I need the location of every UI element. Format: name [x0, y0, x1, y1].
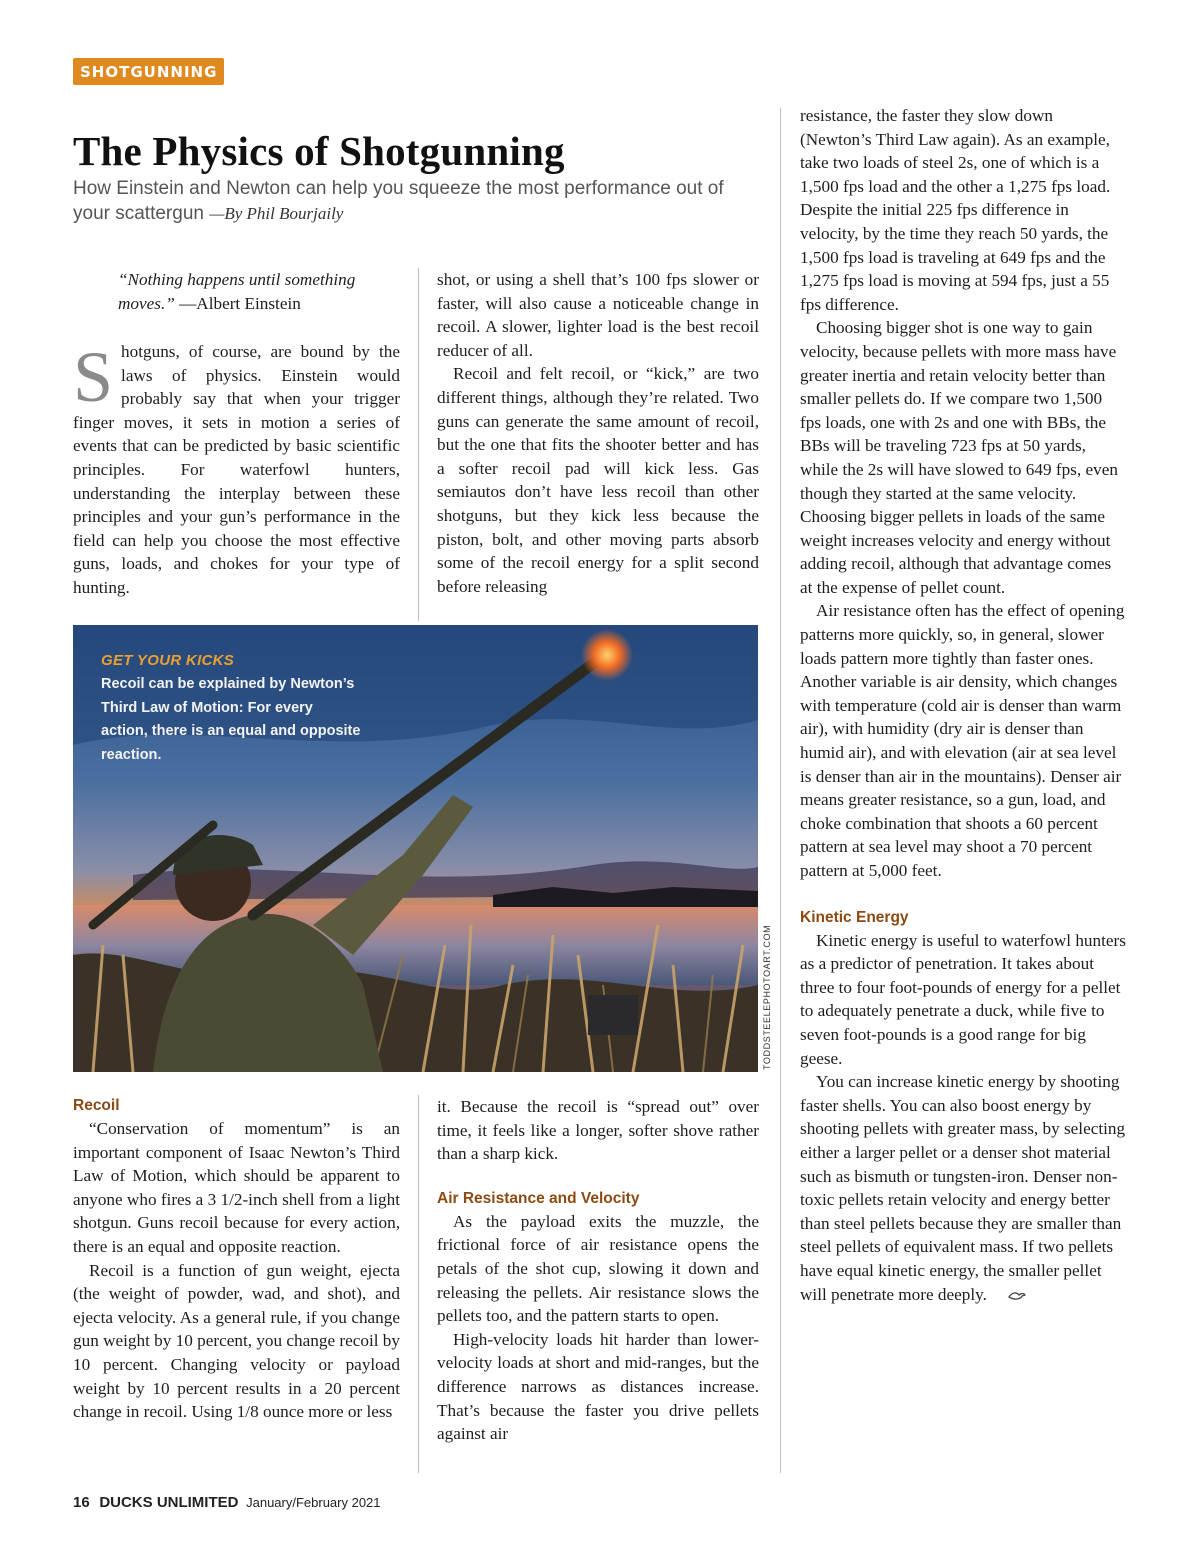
paragraph-text: You can increase kinetic energy by shooting faster shells. You can also boost energy by shooting pellets with greater mass, by selecting either a larger pellet or a denser shot material such as bismuth or tungsten-iron. Denser non-toxic pellets retain velocity and energy better than steel pellets because they are smaller than steel pellets of equivalent mass. If two pellets have equal kinetic energy, the smaller pellet will penetrate more deeply. [800, 1072, 1126, 1304]
paragraph: Recoil and felt recoil, or “kick,” are two different things, although they’re related. Two guns can generate the same amount of recoil, but the one that fits the shooter better and has a softer recoil pad will kick less. Gas semiautos don’t have less recoil than other shotguns, but they kick less because the piston, bolt, and other moving parts absorb some of the recoil energy for a split second before releasing [437, 364, 759, 596]
deck-text: How Einstein and Newton can help you squeeze the most performance out of your scattergun [73, 178, 724, 224]
column-2-top [437, 268, 759, 598]
page-footer [73, 1494, 381, 1511]
article-title: The Physics of Shotgunning [73, 128, 565, 174]
section-heading-air-resistance: Air Resistance and Velocity [437, 1189, 640, 1207]
column-rule-left-top [418, 268, 419, 621]
epigraph [112, 268, 402, 315]
issue-date: January/February 2021 [246, 1495, 381, 1510]
section-heading-kinetic-energy: Kinetic Energy [800, 908, 909, 926]
byline: —By Phil Bourjaily [209, 204, 344, 223]
column-rule-right [780, 108, 781, 1473]
column-rule-left-bottom [418, 1095, 419, 1473]
paragraph: shot, or using a shell that’s 100 fps slower or faster, will also cause a noticeable change in recoil. A slower, lighter load is the best recoil reducer of all. [437, 270, 759, 360]
epigraph-quote: “Nothing happens until something moves.” [118, 270, 356, 313]
photo-credit-text: TODDSTEELEPHOTOART.COM [762, 924, 772, 1070]
page-number: 16 [73, 1494, 90, 1511]
paragraph: Air resistance often has the effect of opening patterns more quickly, so, in general, slower loads pattern more tightly than faster ones. Another variable is air density, which changes with temperature (cold air is denser than warm air), with humidity (dry air is denser than humid air), and with elevation (air at sea level is denser than air in the mountains). Denser air means greater resistance, so a gun, load, and choke combination that shoots a 60 percent pattern at sea level may shoot a 70 percent pattern at 5,000 feet. [800, 601, 1125, 880]
end-mark-duck-icon [991, 1284, 1027, 1308]
paragraph [800, 1070, 1126, 1307]
paragraph: High-velocity loads hit harder than lower-velocity loads at short and mid-ranges, but the difference narrows as distances increase. That’s because the faster you drive pellets against air [437, 1329, 759, 1444]
paragraph: Choosing bigger shot is one way to gain velocity, because pellets with more mass have greater inertia and retain velocity better than smaller pellets do. If we compare two 1,500 fps loads, one with 2s and one with BBs, the BBs will be traveling 723 fps at 50 yards, while the 2s will have slowed to 649 fps, even though they started at the same velocity. Choosing bigger pellets in loads of the same weight increases velocity and energy without adding recoil, although that advantage comes at the expense of pellet count. [800, 318, 1118, 597]
recoil-section [73, 1095, 400, 1424]
paragraph: Kinetic energy is useful to waterfowl hunters as a predictor of penetration. It takes about three to four foot-pounds of energy for a pellet to adequately penetrate a duck, while five to seven foot-pounds is a good range for big geese. [800, 930, 1126, 1068]
photo-caption [101, 652, 361, 767]
magazine-name: DUCKS UNLIMITED [99, 1494, 239, 1511]
paragraph: resistance, the faster they slow down (Newton’s Third Law again). As an example, take two loads of steel 2s, one of which is a 1,500 fps load and the other a 1,275 fps load. Despite the initial 225 fps difference in velocity, by the time they reach 50 yards, the 1,500 fps load is traveling at 649 fps and the 1,275 fps load is moving at 594 fps, just a 55 fps difference. [800, 106, 1111, 314]
section-heading-recoil: Recoil [73, 1097, 120, 1114]
section-tag: SHOTGUNNING [73, 58, 224, 85]
paragraph: As the payload exits the muzzle, the frictional force of air resistance opens the petals of the shot cup, slowing it down and releasing the pellets. Air resistance slows the pellets too, and the pattern starts to open. [437, 1211, 759, 1326]
caption-body: Recoil can be explained by Newton’s Third Law of Motion: For every action, there is an equal and opposite reaction. [101, 676, 361, 763]
air-resistance-section [437, 1095, 759, 1446]
epigraph-attribution: —Albert Einstein [174, 293, 301, 313]
article-deck [73, 176, 733, 226]
caption-heading: GET YOUR KICKS [101, 652, 235, 669]
photo-credit [762, 924, 776, 1070]
paragraph: it. Because the recoil is “spread out” over time, it feels like a longer, softer shove rather than a sharp kick. [437, 1097, 759, 1164]
intro-paragraph [73, 337, 400, 600]
intro-text: hotguns, of course, are bound by the laws of physics. Einstein would probably say that when your trigger finger moves, it sets in motion a series of events that can be predicted by basic scientific principles. For waterfowl hunters, understanding the interplay between these principles and your gun’s performance in the field can help you choose the most effective guns, loads, and chokes for your type of hunting. [73, 342, 400, 597]
paragraph: “Conservation of momentum” is an important component of Isaac Newton’s Third Law of Motion, which should be apparent to anyone who fires a 3 1/2-inch shell from a light shotgun. Guns recoil because for every action, there is an equal and opposite reaction. [73, 1119, 400, 1256]
paragraph: Recoil is a function of gun weight, ejecta (the weight of powder, wad, and shot), and ejecta velocity. As a general rule, if you change gun weight by 10 percent, you change recoil by 10 percent. Changing velocity or payload weight by 10 percent results in a 20 percent change in recoil. Using 1/8 ounce more or less [73, 1260, 400, 1422]
column-3 [800, 104, 1126, 1307]
drop-cap: S [73, 337, 114, 417]
